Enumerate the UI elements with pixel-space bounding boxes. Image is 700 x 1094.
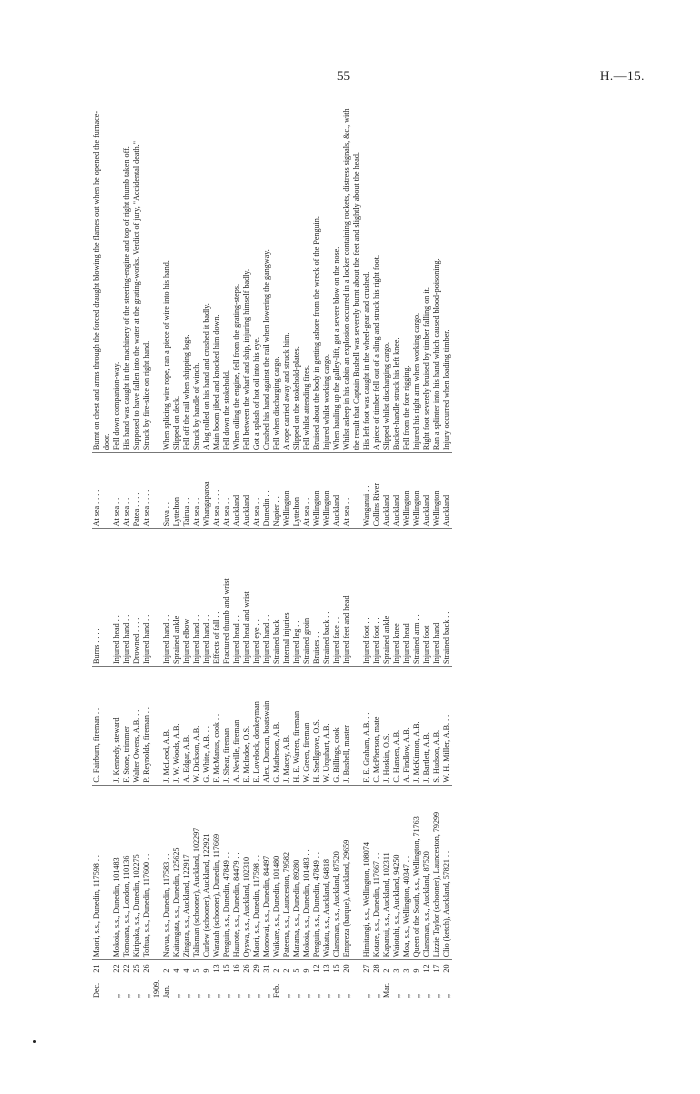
cause-cell: Got a splash of hot oil into his eye. bbox=[252, 100, 262, 453]
table-row bbox=[362, 100, 372, 1000]
injury-cell: Strained back bbox=[272, 529, 282, 667]
place-cell: Suva . . bbox=[162, 453, 172, 529]
vessel-cell: Kaitangata, s.s., Dunedin, 125625 bbox=[172, 785, 182, 960]
person-cell: C. Hansen, A.B. bbox=[392, 667, 402, 786]
injury-cell: Bruises . . bbox=[312, 529, 322, 667]
month-cell: ,, bbox=[432, 993, 441, 998]
person-cell: J. Hoskin, O.S. bbox=[382, 667, 392, 786]
cause-cell: Bucket-handle struck his left knee. bbox=[392, 100, 402, 453]
table-row bbox=[242, 100, 252, 1000]
month-cell: ,, bbox=[182, 993, 191, 998]
injury-cell: Injured hand . . bbox=[202, 529, 212, 667]
day-cell: 5 bbox=[192, 968, 201, 973]
table-row bbox=[122, 100, 132, 1000]
month-cell: ,, bbox=[192, 993, 201, 998]
empty-cell bbox=[152, 785, 162, 960]
injury-cell: Injured hand . . bbox=[162, 529, 172, 667]
person-cell: A. Edgar, A.B. bbox=[182, 667, 192, 786]
vessel-cell: Mokoia, s.s., Dunedin, 101483 . . bbox=[302, 785, 312, 960]
person-cell: A. Findlow, A.B. bbox=[402, 667, 412, 786]
vessel-cell: Zingara, s.s., Auckland, 122917 bbox=[182, 785, 192, 960]
cause-cell: Fell whilst attending fires. bbox=[302, 100, 312, 453]
place-cell: Patea . . . . bbox=[132, 453, 142, 529]
table-row bbox=[252, 100, 262, 1000]
person-cell: J. W. Woods, A.B. bbox=[172, 667, 182, 786]
month-cell: ,, bbox=[312, 993, 321, 998]
injury-cell: Injured hand . . bbox=[142, 529, 152, 667]
day-cell: 31 bbox=[262, 964, 271, 973]
cause-cell: Fell down companion-way. bbox=[112, 100, 122, 453]
person-cell: A. Neville, fireman bbox=[232, 667, 242, 786]
day-cell: 9 bbox=[412, 968, 421, 973]
month-cell: ,, bbox=[142, 993, 151, 998]
vessel-cell: Curlew (schooner), Auckland, 122921 bbox=[202, 785, 212, 960]
month-cell: ,, bbox=[262, 993, 271, 998]
person-cell: S. Hudson, A.B. bbox=[432, 667, 442, 786]
month-cell: Mar. bbox=[382, 982, 391, 998]
vessel-cell: Clansman, s.s., Auckland, 87520 bbox=[332, 785, 342, 960]
person-cell: J. Bartlett, A.B. bbox=[422, 667, 432, 786]
place-cell: At sea . . bbox=[342, 453, 362, 529]
month-cell: ,, bbox=[112, 993, 121, 998]
place-cell: Wanganui . . bbox=[362, 453, 372, 529]
day-cell: 2 bbox=[282, 968, 291, 973]
place-cell: Auckland bbox=[382, 453, 392, 529]
person-cell: H. Snellgrove, O.S. bbox=[312, 667, 322, 786]
person-cell: F. E. Graham, A.B. . . bbox=[362, 667, 372, 786]
vessel-cell: Waiotahi, s.s., Auckland, 94250 bbox=[392, 785, 402, 960]
table-row bbox=[302, 100, 312, 1000]
month-cell: ,, bbox=[292, 993, 301, 998]
day-cell: 27 bbox=[362, 964, 371, 973]
vessel-cell: Navua, s.s., Dunedin, 117583 . . bbox=[162, 785, 172, 960]
injury-cell: Injured eye . . bbox=[252, 529, 262, 667]
table-row bbox=[322, 100, 332, 1000]
cause-cell: Burnt on chest and arms through the forced draught blowing the flames out when he opened the furnace-door. bbox=[92, 100, 112, 453]
cause-cell: Fell down the stokehold. bbox=[222, 100, 232, 453]
month-cell: ,, bbox=[242, 993, 251, 998]
table-row bbox=[282, 100, 292, 1000]
day-cell: 3 bbox=[392, 968, 401, 973]
person-cell: E. Lovelock, donkeyman bbox=[252, 667, 262, 786]
day-cell: 26 bbox=[242, 964, 251, 973]
injury-cell: Injured feet and head bbox=[342, 529, 362, 667]
injury-cell: Injured hand . . bbox=[122, 529, 132, 667]
person-cell: J. McKinnon, A.B. bbox=[412, 667, 422, 786]
empty-cell bbox=[152, 960, 162, 975]
table-row bbox=[422, 100, 432, 1000]
month-cell: Feb. bbox=[272, 983, 281, 998]
cause-cell: Fell when discharging cargo. bbox=[272, 100, 282, 453]
person-cell: F. Stone, trimmer bbox=[122, 667, 132, 786]
place-cell: At sea . . bbox=[222, 453, 232, 529]
injury-cell: Strained groin bbox=[302, 529, 312, 667]
day-cell: 16 bbox=[232, 964, 241, 973]
cause-cell: When oiling the engine, fell from the grating-steps. bbox=[232, 100, 242, 453]
table-row bbox=[432, 100, 442, 1000]
month-cell: ,, bbox=[132, 993, 141, 998]
place-cell: Wellington bbox=[432, 453, 442, 529]
day-cell: 12 bbox=[312, 964, 321, 973]
injury-cell: Sprained ankle bbox=[172, 529, 182, 667]
place-cell: Auckland bbox=[332, 453, 342, 529]
injury-cell: Sprained ankle bbox=[382, 529, 392, 667]
table-row bbox=[202, 100, 212, 1000]
vessel-cell: Waikare, s.s., Dunedin, 101480 bbox=[272, 785, 282, 960]
month-cell: ,, bbox=[172, 993, 181, 998]
day-cell: 5 bbox=[292, 968, 301, 973]
person-cell: J. Shear, fireman bbox=[222, 667, 232, 786]
place-cell: Dunedin . . bbox=[262, 453, 272, 529]
vessel-cell: Clansman, s.s., Auckland, 87520 bbox=[422, 785, 432, 960]
year-label: 1909. bbox=[152, 979, 161, 998]
injury-cell: Injured hand . . bbox=[192, 529, 202, 667]
place-cell: Lyttelton bbox=[292, 453, 302, 529]
injury-cell: Injured head . . bbox=[232, 529, 242, 667]
page-number: 55 bbox=[337, 68, 350, 83]
injury-cell: Internal injuries bbox=[282, 529, 292, 667]
place-cell: Auckland bbox=[392, 453, 402, 529]
injury-cell: Injured hand bbox=[432, 529, 442, 667]
table-row bbox=[402, 100, 412, 1000]
cause-cell: Bruised about the body in getting ashore from the wreck of the Penguin. bbox=[312, 100, 322, 453]
cause-cell: His hand was caught in the machinery of the steering-engine and top of right thumb taken off. bbox=[122, 100, 132, 453]
month-cell: ,, bbox=[342, 993, 351, 998]
day-cell: 9 bbox=[202, 968, 211, 973]
month-cell: ,, bbox=[252, 993, 261, 998]
day-cell: 4 bbox=[172, 968, 181, 973]
cause-cell: Fell between the wharf and ship, injuring himself badly. bbox=[242, 100, 252, 453]
empty-cell bbox=[152, 100, 162, 453]
person-cell: J. Kennedy, steward bbox=[112, 667, 122, 786]
day-cell: 2 bbox=[272, 968, 281, 973]
place-cell: At sea . . . . bbox=[212, 453, 222, 529]
injury-cell: Strained back . . bbox=[442, 529, 452, 667]
day-cell: 29 bbox=[252, 964, 261, 973]
day-cell: 20 bbox=[442, 964, 451, 973]
table-row bbox=[182, 100, 192, 1000]
injury-cell: Effects of fall . . bbox=[212, 529, 222, 667]
cause-cell: Main boom jibed and knocked him down. bbox=[212, 100, 222, 453]
injury-cell: Fractured thumb and wrist bbox=[222, 529, 232, 667]
place-cell: At sea . . bbox=[122, 453, 132, 529]
month-cell: ,, bbox=[202, 993, 211, 998]
injury-cell: Injured face . . bbox=[332, 529, 342, 667]
person-cell: E. McIndoe, O.S. bbox=[242, 667, 252, 786]
place-cell: Auckland bbox=[242, 453, 252, 529]
month-cell: ,, bbox=[372, 993, 381, 998]
cause-cell: Fell from the fore rigging. bbox=[402, 100, 412, 453]
day-cell: 3 bbox=[402, 968, 411, 973]
injury-cell: Injured foot . . bbox=[362, 529, 372, 667]
place-cell: At sea . . bbox=[302, 453, 312, 529]
month-cell: ,, bbox=[222, 993, 231, 998]
month-cell: ,, bbox=[282, 993, 291, 998]
cause-cell: Whilst asleep in his cabin an explosion occurred in a locker containing rockets, distress signals, &c., with the result that Captain Bushell was severely burnt about the feet and slightly about the head. bbox=[342, 100, 362, 453]
day-cell: 15 bbox=[332, 964, 341, 973]
table-row bbox=[272, 100, 282, 1000]
cause-cell: Ran a splinter into his hand which caused blood-poisoning. bbox=[432, 100, 442, 453]
vessel-cell: Wakatu, s.s., Auckland, 64818 bbox=[322, 785, 332, 960]
place-cell: Auckland bbox=[232, 453, 242, 529]
cause-cell: A log rolled on his hand and crushed it badly. bbox=[202, 100, 212, 453]
month-cell: ,, bbox=[412, 993, 421, 998]
person-cell: Alex. Duncan, boatswain bbox=[262, 667, 272, 786]
vessel-cell: Haurote, s.s., Dunedin, 84479 . . bbox=[232, 785, 242, 960]
injury-cell: Burns . . . . bbox=[92, 529, 112, 667]
cause-cell: Supposed to have fallen into the water at the grating-works. Verdict of jury, "Accidental death." bbox=[132, 100, 142, 453]
cause-cell: Crushed his hand against the rail when lowering the gangway. bbox=[262, 100, 272, 453]
person-cell: C. Fairburn, fireman . . bbox=[92, 667, 112, 786]
vessel-cell: Clio (ketch), Auckland, 57821 . . bbox=[442, 785, 452, 960]
person-cell: W. Green, fireman bbox=[302, 667, 312, 786]
place-cell: Lyttelton bbox=[172, 453, 182, 529]
injury-cell: Injured head bbox=[402, 529, 412, 667]
cause-cell: Struck by fire-slice on right hand. bbox=[142, 100, 152, 453]
injury-cell: Injured head . . bbox=[112, 529, 122, 667]
day-cell: 13 bbox=[322, 964, 331, 973]
place-cell: Wellington bbox=[282, 453, 292, 529]
person-cell: W. Urquhart, A.B. bbox=[322, 667, 332, 786]
vessel-cell: Penguin, s.s., Dunedin, 47849 . . bbox=[222, 785, 232, 960]
table-row bbox=[392, 100, 402, 1000]
table-row bbox=[172, 100, 182, 1000]
place-cell: At sea . . bbox=[252, 453, 262, 529]
day-cell: 17 bbox=[432, 964, 441, 973]
cause-cell: Slipped whilst discharging cargo. bbox=[382, 100, 392, 453]
casualty-table bbox=[92, 100, 452, 1000]
month-cell: ,, bbox=[302, 993, 311, 998]
vessel-cell: Queen of the South, s.s., Wellington, 71763 bbox=[412, 785, 422, 960]
cause-cell: His left foot was caught in the wheel-gear and crushed. bbox=[362, 100, 372, 453]
table-row bbox=[112, 100, 122, 1000]
table-row bbox=[192, 100, 202, 1000]
month-cell: ,, bbox=[402, 993, 411, 998]
table-row bbox=[92, 100, 112, 1000]
day-cell: 15 bbox=[222, 964, 231, 973]
day-cell: 26 bbox=[142, 964, 151, 973]
place-cell: At sea . . bbox=[112, 453, 122, 529]
empty-cell bbox=[152, 667, 162, 786]
vessel-cell: Lizzie Taylor (schooner), Launceston, 79299 bbox=[432, 785, 442, 960]
table-row bbox=[132, 100, 142, 1000]
day-cell: 25 bbox=[132, 964, 141, 973]
vessel-cell: Maori, s.s., Dunedin, 117598 . . bbox=[92, 785, 112, 960]
person-cell: H. E. Warren, fireman bbox=[292, 667, 302, 786]
day-cell: 2 bbox=[382, 968, 391, 973]
table-row bbox=[142, 100, 152, 1000]
place-cell: Tairua . . bbox=[182, 453, 192, 529]
cause-cell: A rope carried away and struck him. bbox=[282, 100, 292, 453]
cause-cell: When splicing wire rope, ran a piece of wire into his hand. bbox=[162, 100, 172, 453]
vessel-cell: Penguin, s.s., Dunedin, 47849 . . bbox=[312, 785, 322, 960]
cause-cell: Slipped on deck. bbox=[172, 100, 182, 453]
month-cell: ,, bbox=[122, 993, 131, 998]
cause-cell: Struck by handle of winch. bbox=[192, 100, 202, 453]
injury-cell: Injured head and wrist bbox=[242, 529, 252, 667]
page-mark bbox=[33, 1040, 36, 1043]
month-cell: ,, bbox=[322, 993, 331, 998]
person-cell: Walter Owens, A.B. . . bbox=[132, 667, 142, 786]
place-cell: Wellington bbox=[312, 453, 322, 529]
table-row bbox=[222, 100, 232, 1000]
vessel-cell: Marama, s.s., Dunedin, 89280 bbox=[292, 785, 302, 960]
day-cell: 21 bbox=[92, 964, 101, 973]
place-cell: Wellington bbox=[402, 453, 412, 529]
year-row bbox=[152, 100, 162, 1000]
day-cell: 13 bbox=[212, 964, 221, 973]
table-row bbox=[262, 100, 272, 1000]
person-cell: J. Bushell, master bbox=[342, 667, 362, 786]
month-cell: ,, bbox=[392, 993, 401, 998]
cause-cell: Injured his right arm when working cargo. bbox=[412, 100, 422, 453]
vessel-cell: Waratah (schooner), Dunedin, 117669 bbox=[212, 785, 222, 960]
place-cell: At sea . . bbox=[192, 453, 202, 529]
day-cell: 22 bbox=[112, 964, 121, 973]
cause-cell: A piece of timber fell out of a sling and struck his right foot. bbox=[372, 100, 382, 453]
person-cell: G. Matheson, A.B. bbox=[272, 667, 282, 786]
cause-cell: Slipped on the stokehold-plates. bbox=[292, 100, 302, 453]
vessel-cell: Moa, s.s., Wellington, 40347 . . bbox=[402, 785, 412, 960]
table-row bbox=[212, 100, 222, 1000]
table-row bbox=[332, 100, 342, 1000]
injury-cell: Injured hand . . bbox=[262, 529, 272, 667]
cause-cell: When hauling up the galley-lift, got a severe blow on the nose. bbox=[332, 100, 342, 453]
vessel-cell: Kotare, s.s., Dunedin, 117667 . . bbox=[372, 785, 382, 960]
person-cell: G. Billings, cook bbox=[332, 667, 342, 786]
table-row bbox=[442, 100, 452, 1000]
person-cell: G. White, A.B. . . bbox=[202, 667, 212, 786]
vessel-cell: Monowai, s.s., Dunedin, 84497 bbox=[262, 785, 272, 960]
place-cell: Auckland bbox=[422, 453, 432, 529]
injury-cell: Drowned . . . . bbox=[132, 529, 142, 667]
vessel-cell: Maori, s.s., Dunedin, 117598 . . bbox=[252, 785, 262, 960]
place-cell: Whangaparoa bbox=[202, 453, 212, 529]
day-cell: 2 bbox=[162, 968, 171, 973]
cause-cell: Injury occurred when loading timber. bbox=[442, 100, 452, 453]
place-cell: At sea . . . . bbox=[142, 453, 152, 529]
injury-cell: Injured leg . . bbox=[292, 529, 302, 667]
injury-cell: Injured foot bbox=[422, 529, 432, 667]
table-row bbox=[412, 100, 422, 1000]
place-cell: Wellington bbox=[412, 453, 422, 529]
table-row bbox=[162, 100, 172, 1000]
place-cell: At sea . . . . bbox=[92, 453, 112, 529]
vessel-cell: Himitangi, s.s., Wellington, 108074 bbox=[362, 785, 372, 960]
table-row bbox=[292, 100, 302, 1000]
month-cell: ,, bbox=[362, 993, 371, 998]
month-cell: ,, bbox=[332, 993, 341, 998]
place-cell: Auckland bbox=[442, 453, 452, 529]
place-cell: Collins River bbox=[372, 453, 382, 529]
month-cell: Jan. bbox=[162, 985, 171, 998]
injury-cell: Strained arm . . bbox=[412, 529, 422, 667]
casualty-register-rotated bbox=[92, 100, 602, 1000]
vessel-cell: Kiripaka, s.s., Dunedin, 102275 bbox=[132, 785, 142, 960]
table-row bbox=[382, 100, 392, 1000]
person-cell: W. H. Miller, A.B. . . bbox=[442, 667, 452, 786]
injury-cell: Injured elbow bbox=[182, 529, 192, 667]
month-cell: ,, bbox=[442, 993, 451, 998]
place-cell: Wellington bbox=[322, 453, 332, 529]
empty-cell bbox=[152, 529, 162, 667]
table-row bbox=[312, 100, 322, 1000]
day-cell: 12 bbox=[422, 964, 431, 973]
cause-cell: Right foot severely bruised by timber falling on it. bbox=[422, 100, 432, 453]
vessel-cell: Toftua, s.s., Dunedin, 117600 . . bbox=[142, 785, 152, 960]
table-row bbox=[372, 100, 382, 1000]
day-cell: 28 bbox=[372, 964, 381, 973]
place-cell: Napier . . bbox=[272, 453, 282, 529]
vessel-cell: Mokoia, s.s., Dunedin, 101483 bbox=[112, 785, 122, 960]
vessel-cell: Kapanui, s.s., Auckland, 102311 bbox=[382, 785, 392, 960]
document-reference: H.—15. bbox=[600, 68, 645, 83]
person-cell: J. McLeod, A.B. bbox=[162, 667, 172, 786]
month-cell: ,, bbox=[212, 993, 221, 998]
table-row bbox=[342, 100, 362, 1000]
person-cell: F. McManus, cook . . bbox=[212, 667, 222, 786]
person-cell: W. Dickson, A.B. bbox=[192, 667, 202, 786]
vessel-cell: Talisman (schooner), Auckland, 102297 bbox=[192, 785, 202, 960]
day-cell: 9 bbox=[302, 968, 311, 973]
casualty-table-body bbox=[92, 100, 452, 1000]
day-cell: 20 bbox=[342, 964, 351, 973]
table-row bbox=[232, 100, 242, 1000]
vessel-cell: Pateena, s.s., Launceston, 79582 bbox=[282, 785, 292, 960]
vessel-cell: Tomoana, s.s., London, 110136 bbox=[122, 785, 132, 960]
person-cell: P. Reynolds, fireman . . bbox=[142, 667, 152, 786]
injury-cell: Injured knee bbox=[392, 529, 402, 667]
person-cell: C. McPherson, mate bbox=[372, 667, 382, 786]
person-cell: J. Macey, A.B. bbox=[282, 667, 292, 786]
empty-cell bbox=[152, 453, 162, 529]
day-cell: 22 bbox=[122, 964, 131, 973]
injury-cell: Injured foot . . bbox=[372, 529, 382, 667]
month-cell: ,, bbox=[422, 993, 431, 998]
vessel-cell: Oyswa, s.s., Auckland, 102310 bbox=[242, 785, 252, 960]
cause-cell: Injured whilst working cargo. bbox=[322, 100, 332, 453]
cause-cell: Fell off the rail when shipping logs. bbox=[182, 100, 192, 453]
month-cell: ,, bbox=[232, 993, 241, 998]
day-cell: 4 bbox=[182, 968, 191, 973]
injury-cell: Strained back . . bbox=[322, 529, 332, 667]
month-cell: Dec. bbox=[92, 982, 101, 998]
vessel-cell: Empreza (barque), Auckland, 29659 bbox=[342, 785, 362, 960]
